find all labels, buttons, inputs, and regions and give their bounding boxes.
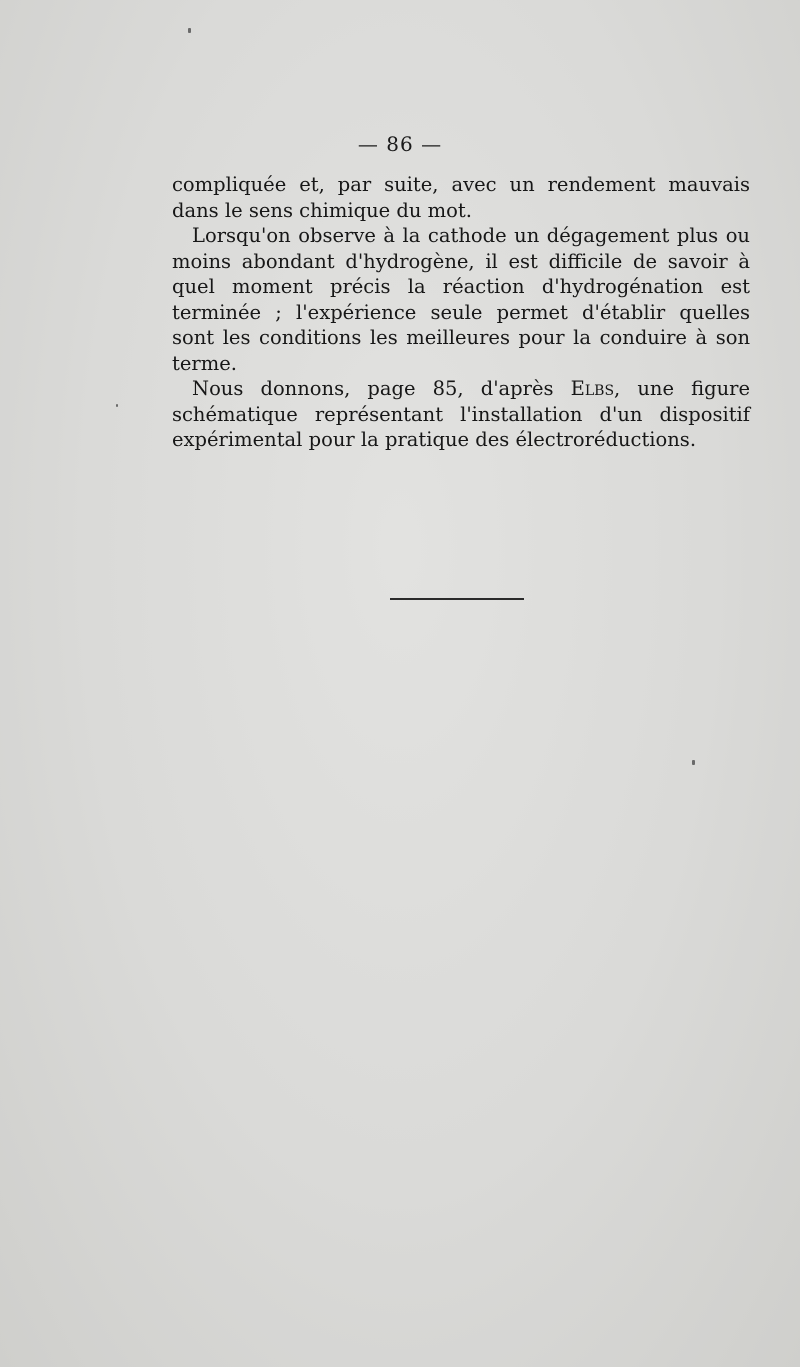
page-number: — 86 — bbox=[357, 132, 443, 156]
paragraph-2: Lorsqu'on observe à la cathode un dégagement plus ou moins abondant d'hydrogène, il est difficile de savoir à quel moment précis la réaction d'hydrogénation est terminée ; l'expérience seule permet d'établir quelles sont les conditions les meilleures pour la conduire à son terme. bbox=[172, 224, 750, 375]
paper-speck bbox=[188, 28, 191, 33]
paragraph-3-text-before: Nous donnons, page 85, d'après bbox=[192, 377, 571, 400]
author-name: Elbs bbox=[570, 377, 615, 400]
section-end-rule bbox=[390, 598, 524, 600]
paper-speck bbox=[692, 760, 695, 765]
paragraph-1: compliquée et, par suite, avec un rendement mauvais dans le sens chimique du mot. bbox=[172, 173, 750, 222]
paragraph-3 bbox=[172, 376, 750, 453]
paper-speck bbox=[116, 404, 118, 407]
body-text bbox=[172, 172, 750, 453]
paragraph-3-text-after: , une figure schématique représentant l'installation d'un dispositif expérimental pour la pratique des électroréductions. bbox=[172, 377, 750, 451]
